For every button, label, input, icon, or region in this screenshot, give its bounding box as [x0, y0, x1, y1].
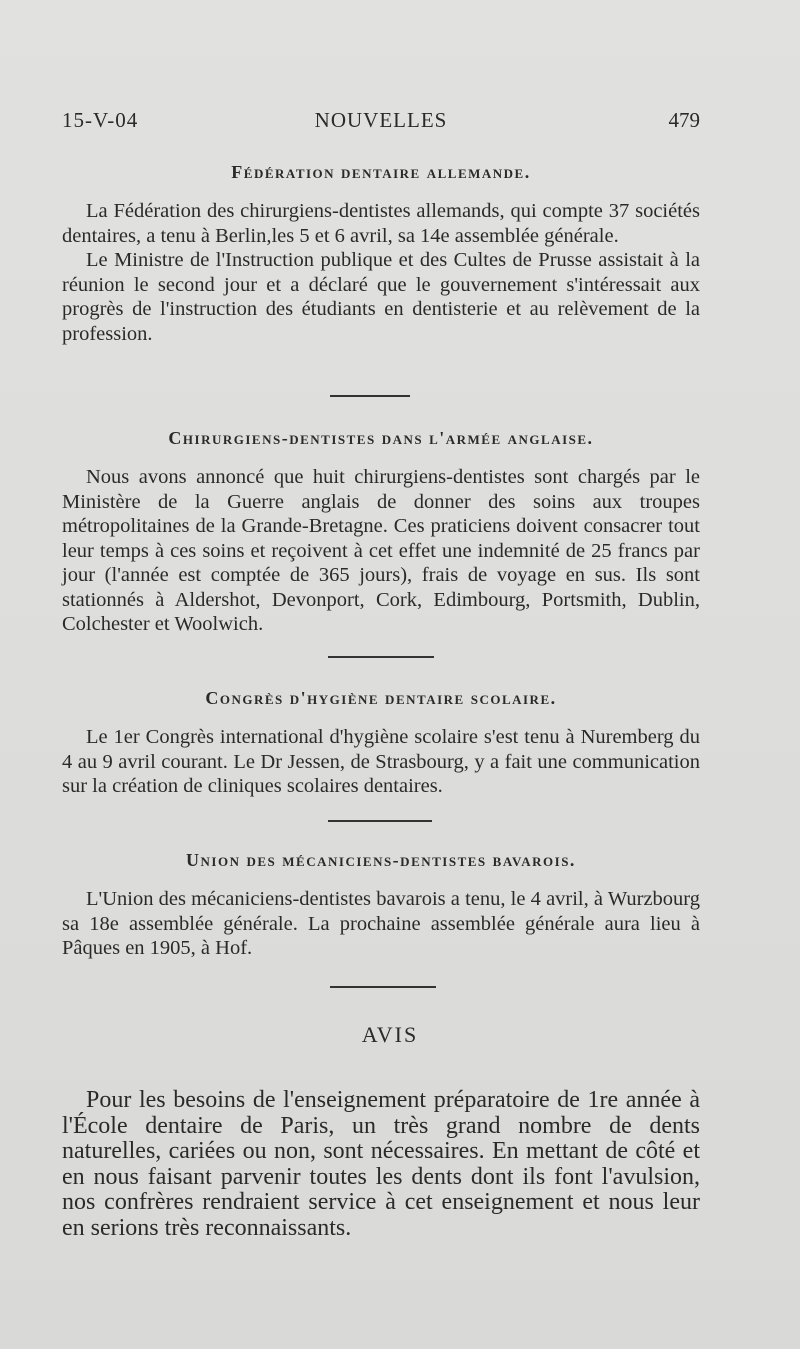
- section-heading: NOUVELLES: [314, 108, 448, 132]
- section-armee: [62, 428, 700, 637]
- paragraph: Nous avons annoncé que huit chirurgiens-dentistes sont chargés par le Ministère de la Guerre anglais de donner des soins aux troupes métropolitaines de la Grande-Bretagne. Ces praticiens doivent consacrer tout leur temps à ces soins et reçoivent à cet effet une indemnité de 25 francs par jour (l'année est comptée de 365 jours), frais de voyage en sus. Ils sont stationnés à Aldershot, Devonport, Cork, Edimbourg, Portsmith, Dublin, Colchester et Woolwich.: [62, 466, 700, 635]
- paragraph: La Fédération des chirurgiens-dentistes allemands, qui compte 37 sociétés dentaires, a tenu à Berlin,les 5 et 6 avril, sa 14e assemblée générale.: [62, 200, 700, 247]
- section-title: Union des mécaniciens-dentistes bavarois.: [186, 850, 576, 870]
- issue-date: 15-V-04: [62, 108, 139, 132]
- section-divider: [328, 820, 432, 822]
- paragraph: L'Union des mécaniciens-dentistes bavarois a tenu, le 4 avril, à Wurzbourg sa 18e assemblée générale. La prochaine assemblée générale aura lieu à Pâques en 1905, à Hof.: [62, 888, 700, 959]
- section-federation: [62, 162, 700, 346]
- paragraph: Le 1er Congrès international d'hygiène scolaire s'est tenu à Nuremberg du 4 au 9 avril courant. Le Dr Jessen, de Strasbourg, y a fait une communication sur la création de cliniques scolaires dentaires.: [62, 726, 700, 797]
- section-congres: [62, 688, 700, 799]
- paragraph: Le Ministre de l'Instruction publique et des Cultes de Prusse assistait à la réunion le second jour et a déclaré que le gouvernement s'intéressait aux progrès de l'instruction des étudiants en dentisterie et au relèvement de la profession.: [62, 249, 700, 345]
- section-divider: [330, 986, 436, 988]
- section-union: [62, 850, 700, 961]
- section-title: Congrès d'hygiène dentaire scolaire.: [205, 688, 557, 708]
- section-title: Fédération dentaire allemande.: [231, 162, 531, 182]
- avis-title: AVIS: [361, 1022, 419, 1047]
- avis-paragraph: Pour les besoins de l'enseignement préparatoire de 1re année à l'École dentaire de Paris, un très grand nombre de dents naturelles, cariées ou non, sont nécessaires. En mettant de côté et en nous faisant parvenir toutes les dents dont ils font l'avulsion, nos confrères rendraient service à cet enseignement et nous leur en serions très reconnaissants.: [62, 1087, 700, 1241]
- section-title: Chirurgiens-dentistes dans l'armée anglaise.: [168, 428, 594, 448]
- section-divider: [330, 395, 410, 397]
- section-divider: [328, 656, 434, 658]
- running-header: [62, 108, 700, 138]
- page-number: 479: [668, 108, 700, 132]
